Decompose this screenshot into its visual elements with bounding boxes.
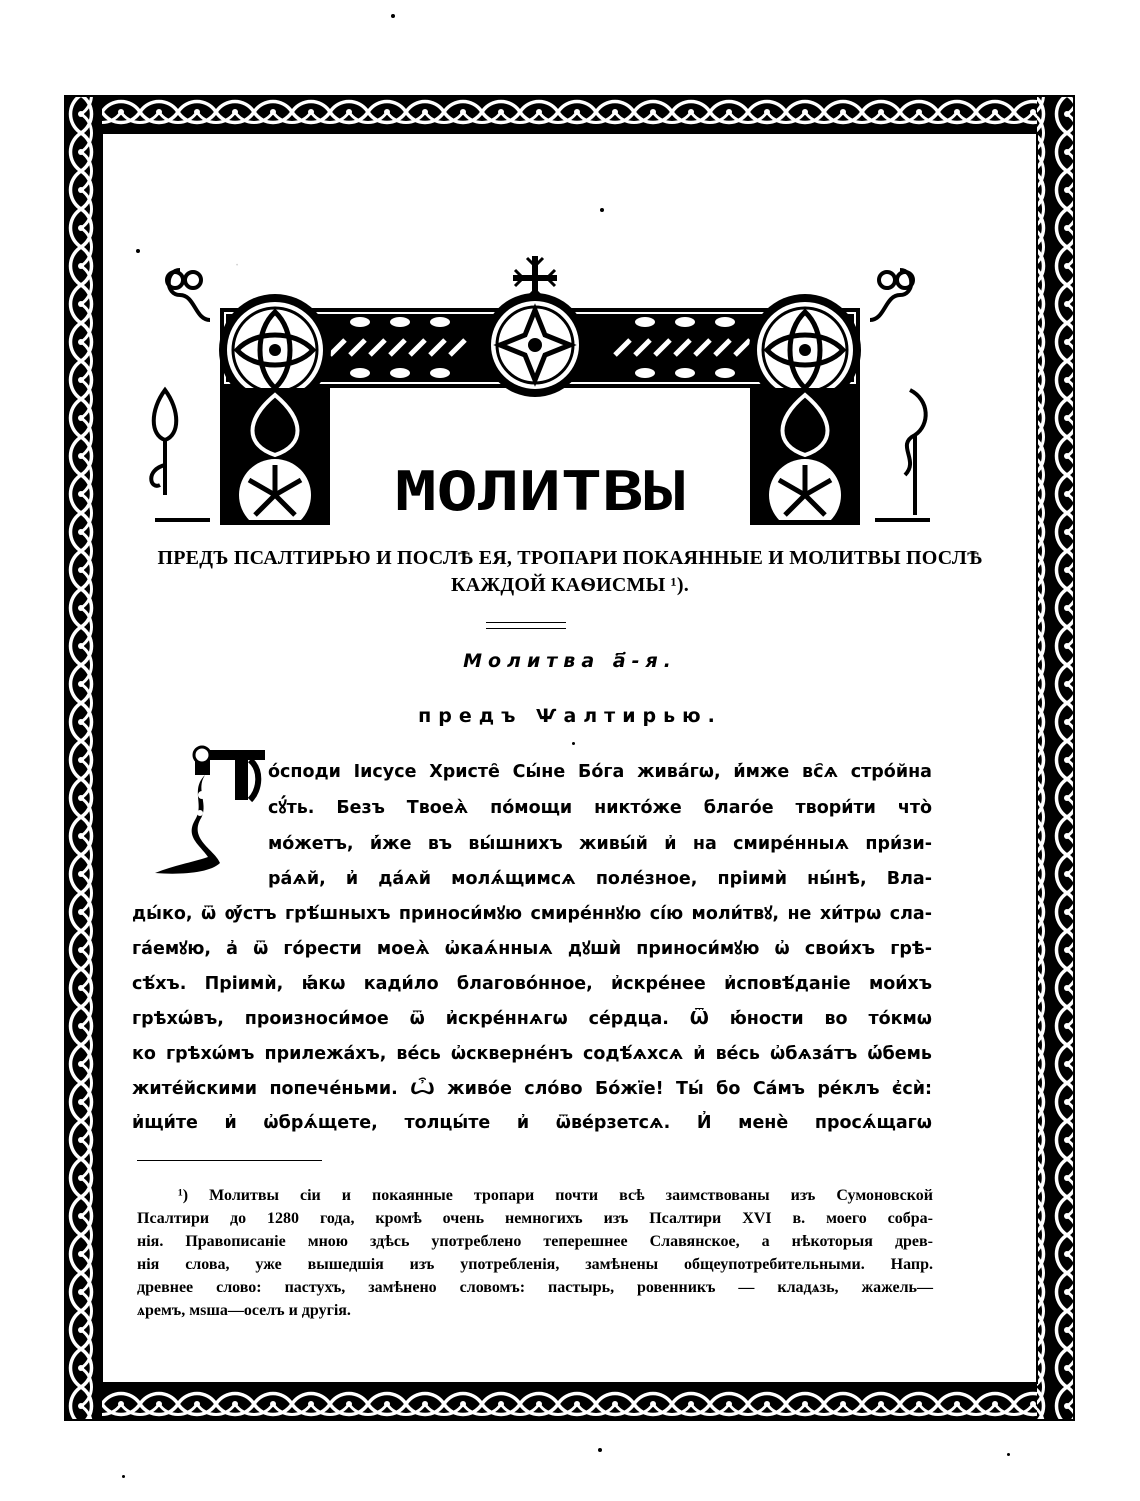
prayer-line: ды́ко, ѿ ѹ҆́стъ грѣ́шныхъ приноси́мꙋю смире́ннꙋю сі́ю моли́твꙋ, не хи́трѡ сла- bbox=[132, 904, 932, 924]
prayer-line: сꙋ́ть. Безъ Твоеѧ̀ по́мощи никто́же благо́е твори́ти что̀ bbox=[268, 798, 932, 818]
footnote-line: древнее слово: пастухъ, замѣнено словомъ: пастырь, ровенникъ — кладѧзь, жажель— bbox=[137, 1279, 933, 1296]
prayer-line: жите́йскими попече́ньми. Ѽ живо́е сло́во Бо́жїе! Ты́ бо Са́мъ ре́клъ є҆сѝ: bbox=[132, 1079, 932, 1099]
footnote-line: ѧремъ, мѕша—оселъ и другія. bbox=[137, 1302, 351, 1319]
drop-cap-initial bbox=[150, 745, 275, 880]
speck bbox=[122, 1475, 125, 1478]
prayer-line: сѣ́хъ. Пріимѝ, ꙗ҆́кѡ кади́ло благово́нное, и҆скре́нее и҆сповѣ́даніе мои́хъ bbox=[132, 974, 932, 994]
prayer-line: о́споди Іисусе Христе̑ Сы́не Бо́га жива́гѡ, и҆́мже вс҄ѧ стро́йна bbox=[268, 762, 932, 782]
speck bbox=[391, 14, 395, 18]
headpiece-ornament bbox=[145, 250, 940, 535]
prayer-line: грѣхѡ́въ, произноси́мое ѿ и҆скре́ннѧгѡ се́рдца. Ѿ ю҆́ности во то́кмѡ bbox=[132, 1009, 932, 1029]
subtitle-line-2: КАЖДОЙ КАѲИСМЫ bbox=[451, 574, 666, 596]
ornament-title: МОЛИТВЫ bbox=[395, 460, 685, 523]
footnote-line: ¹) Молитвы сіи и покаянные тропари почти всѣ заимствованы изъ Сумоновской bbox=[178, 1187, 933, 1204]
speck bbox=[1007, 1453, 1010, 1456]
prayer-line: ко грѣхѡ́мъ прилежа́хъ, ве́сь ѡ҆скверне́нъ содѣ́ѧхсѧ и҆ ве́сь ѡ҆бѧза́тъ ѡ҆́бемь bbox=[132, 1044, 932, 1064]
prayer-heading: Молитва а҃-я. bbox=[463, 650, 677, 672]
footnote-line: нія слова, уже вышедшія изъ употребленія, замѣнены общеупотребительными. Напр. bbox=[137, 1256, 933, 1273]
title-divider bbox=[486, 622, 566, 629]
prayer-line: и҆щи́те и҆ ѡ҆брѧ́щете, толцы́те и҆ ѿве́рзетсѧ. И҆ менѐ просѧ́щагѡ bbox=[132, 1113, 932, 1133]
footnote-line: Псалтири до 1280 года, кромѣ очень немногихъ изъ Псалтири XVI в. моего собра- bbox=[137, 1210, 933, 1227]
prayer-line: мо́жетъ, и҆́же въ вы́шнихъ живы́й и҆ на смире́нныѧ при́зи- bbox=[268, 834, 932, 854]
subtitle-line-1: ПРЕДЪ ПСАЛТИРЬЮ И ПОСЛѢ ЕЯ, ТРОПАРИ ПОКАЯННЫЕ И МОЛИТВЫ ПОСЛѢ bbox=[157, 547, 983, 569]
page-subtitle bbox=[140, 545, 1000, 599]
footnote-reference: ¹). bbox=[670, 574, 689, 596]
speck bbox=[598, 1448, 602, 1452]
bleed-through-text: · bbox=[235, 258, 240, 273]
footnote-divider bbox=[137, 1160, 322, 1161]
footnote-line: нія. Правописаніе мною здѣсь употреблено теперешнее Славянское, а нѣкоторыя древ- bbox=[137, 1233, 933, 1250]
prayer-line: ра́ѧй, и҆ да́ѧй молѧ́щимсѧ поле́зное, пріимѝ ны́нѣ, Вла- bbox=[268, 869, 932, 889]
prayer-line: га́емꙋю, а҆ ѿ го́рести моеѧ̀ ѡ҆каѧ́нныѧ дꙋшѝ приноси́мꙋю ѡ҆ свои́хъ грѣ- bbox=[132, 939, 932, 959]
prayer-subheading: предъ Ѱалтирью. bbox=[418, 705, 722, 727]
